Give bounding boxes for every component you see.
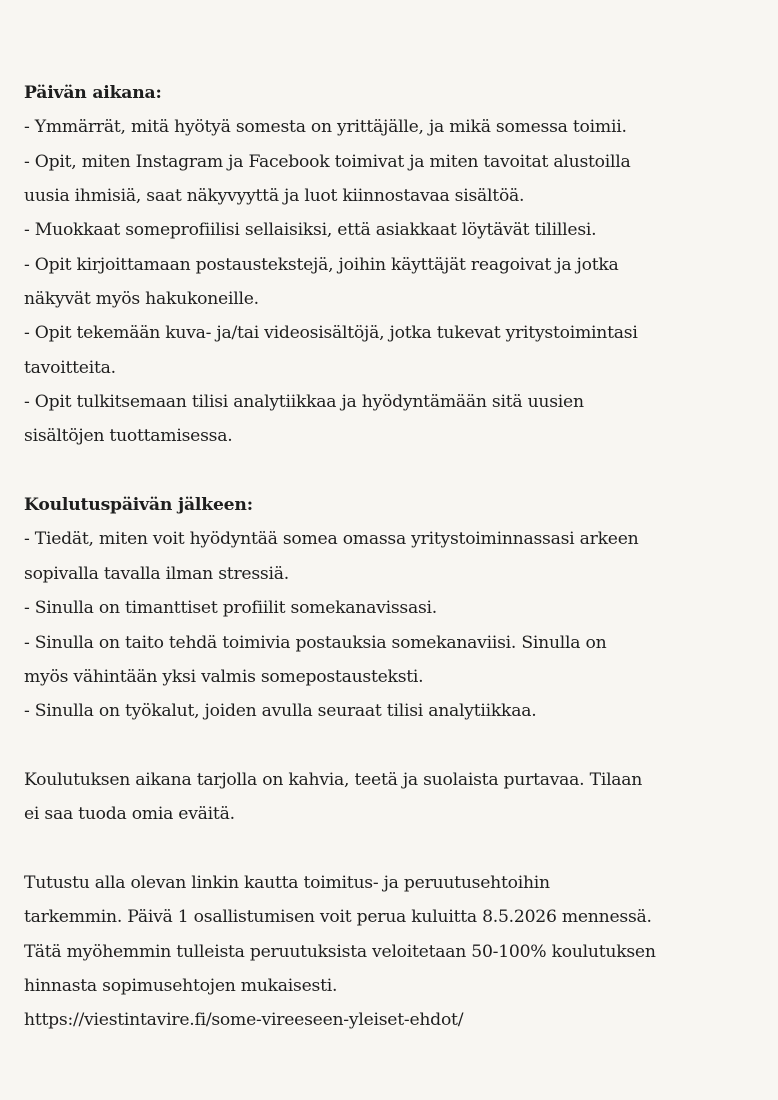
paragraph-gap — [24, 832, 764, 866]
after-line: - Sinulla on työkalut, joiden avulla seuraat tilisi analytiikkaa. — [24, 701, 537, 722]
day-line: - Opit, miten Instagram ja Facebook toimivat ja miten tavoitat alustoilla — [24, 151, 631, 172]
terms-line: hinnasta sopimusehtojen mukaisesti. — [24, 975, 338, 996]
after-heading: Koulutuspäivän jälkeen: — [24, 495, 253, 516]
day-line: tavoitteita. — [24, 357, 116, 378]
day-line: - Opit kirjoittamaan postaustekstejä, joihin käyttäjät reagoivat ja jotka — [24, 254, 619, 275]
day-line: - Ymmärrät, mitä hyötyä somesta on yrittäjälle, ja mikä somessa toimii. — [24, 117, 627, 138]
day-line: - Opit tekemään kuva- ja/tai videosisältöjä, jotka tukevat yritystoimintasi — [24, 323, 638, 344]
day-line: uusia ihmisiä, saat näkyvyyttä ja luot kiinnostavaa sisältöä. — [24, 186, 525, 207]
day-line: - Muokkaat someprofiilisi sellaisiksi, että asiakkaat löytävät tilillesi. — [24, 220, 597, 241]
refreshments-section — [24, 763, 764, 832]
paragraph-gap — [24, 454, 764, 488]
day-line: näkyvät myös hakukoneille. — [24, 289, 259, 310]
after-line: - Sinulla on timanttiset profiilit somekanavissasi. — [24, 598, 437, 619]
after-line: - Tiedät, miten voit hyödyntää somea omassa yritystoiminnassasi arkeen — [24, 529, 639, 550]
refreshments-line: ei saa tuoda omia eväitä. — [24, 804, 235, 825]
terms-line: Tätä myöhemmin tulleista peruutuksista veloitetaan 50-100% koulutuksen — [24, 941, 656, 962]
day-heading: Päivän aikana: — [24, 83, 162, 103]
terms-line: Tutustu alla olevan linkin kautta toimitus- ja peruutusehtoihin — [24, 872, 550, 893]
terms-line: tarkemmin. Päivä 1 osallistumisen voit perua kuluitta 8.5.2026 mennessä. — [24, 907, 652, 928]
after-line: sopivalla tavalla ilman stressiä. — [24, 563, 289, 584]
terms-section — [24, 866, 764, 1038]
terms-link: https://viestintavire.fi/some-vireeseen-yleiset-ehdot/ — [24, 1010, 464, 1031]
day-line: - Opit tulkitsemaan tilisi analytiikkaa ja hyödyntämään sitä uusien — [24, 392, 584, 413]
day-line: sisältöjen tuottamisessa. — [24, 426, 233, 447]
after-section — [24, 488, 764, 728]
after-line: myös vähintään yksi valmis somepostausteksti. — [24, 666, 424, 687]
document-page — [24, 76, 764, 1038]
after-line: - Sinulla on taito tehdä toimivia postauksia somekanaviisi. Sinulla on — [24, 632, 607, 653]
day-section — [24, 76, 764, 454]
refreshments-line: Koulutuksen aikana tarjolla on kahvia, teetä ja suolaista purtavaa. Tilaan — [24, 769, 643, 790]
paragraph-gap — [24, 729, 764, 763]
